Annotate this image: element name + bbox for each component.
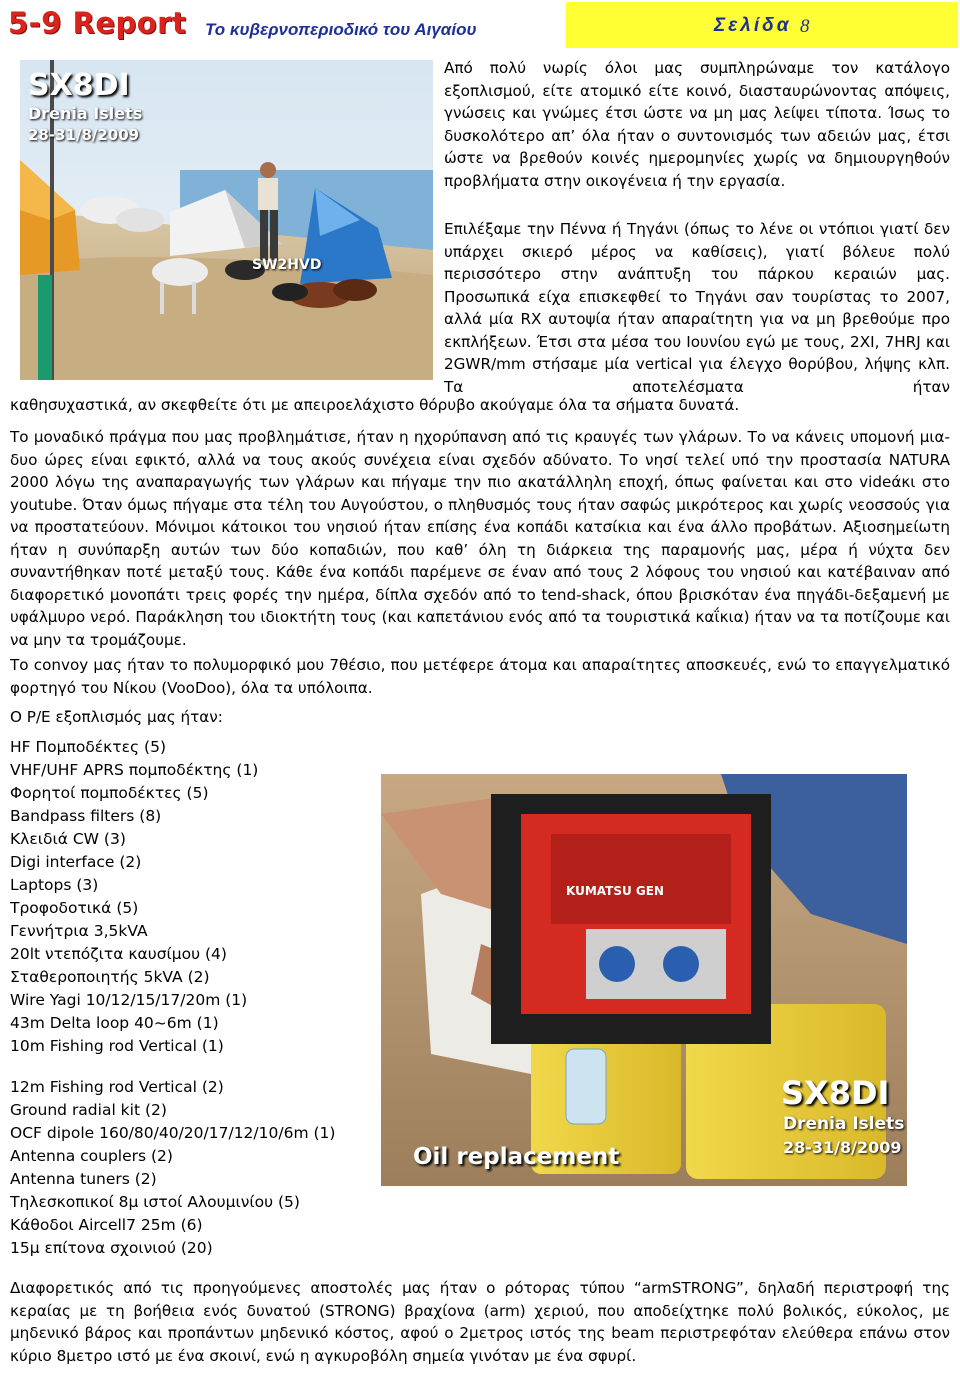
list-item: Bandpass filters (8) [10,807,162,825]
generator-brand-label: KUMATSU GEN [566,884,664,898]
photo1-subtitle: Drenia Islets [28,104,143,123]
paragraph-convoy: Το convoy μας ήταν το πολυμορφικό μου 7θέσιο, που μετέφερε άτομα και απαραίτητες αποσκευές, ενώ το επαγγελματικό φορτηγό του Νίκου (VooDoo), όλα τα υπόλοιπα. [10,656,950,697]
page-label: Σελίδα [714,15,792,36]
list-item: 12m Fishing rod Vertical (2) [10,1078,224,1096]
generator-photo [381,774,907,1186]
list-item: OCF dipole 160/80/40/20/17/12/10/6m (1) [10,1124,336,1142]
magazine-tagline: Το κυβερνοπεριοδικό του Αιγαίου [205,20,477,39]
list-item: Digi interface (2) [10,853,142,871]
list-item: 43m Delta loop 40~6m (1) [10,1014,219,1032]
paragraph-seagulls: Το μοναδικό πράγμα που μας προβλημάτισε, ήταν η ηχορύπανση από τις κραυγές των γλάρων. Το να κάνεις υπομονή μια-δυο ώρες είναι εφικτό, αλλά να τους ακούς συνέχεια είναι σχεδόν αδύνατο. Το νησί τελεί υπό την προστασία NATURA 2000 λόγω της αναπαραγωγής των γλάρων και πήγαμε την πιο ακατάλληλη εποχή, όπως φαίνεται και στο videάκι στο youtube. Όταν όμως πήγαμε στα τέλη του Αυγούστου, ο πληθυσμός τους ήταν σαφώς μικρότερος και χωρίς νεοσσούς για να προστατεύουν. Μόνιμοι κάτοικοι του νησιού ήταν επίσης ένα κοπάδι κατσίκια και ένα άλλο προβάτων. Αξιοσημείωτη ήταν η συνύπαρξη αυτών των δύο κοπαδιών, που καθ’ όλη τη διάρκεια της παραμονής μας, μέρα ή νύχτα δεν συναντήθηκαν ποτέ μεταξύ τους. Κάθε ένα κοπάδι παρέμενε σε έναν από τους 2 λόφους του νησιού και κατέβαιναν από διαφορετικό μονοπάτι τρεις φορές την ημέρα, δίπλα σχεδόν από το tend-shack, όπου βρισκόταν ένα πηγάδι-δεξαμενή με υφάλμυρο νερό. Παράκληση του ιδιοκτήτη τους (και καπετάνιου ενός από τα τουριστικά καΐκια) ήταν να τα ποτίζουμε και να μην τα τρομάζουμε. [10,428,950,649]
photo1-dates: 28-31/8/2009 [28,126,140,144]
photo2-subtitle: Drenia Islets [783,1114,905,1134]
list-item: Φορητοί πομποδέκτες (5) [10,784,209,802]
paragraph-armstrong-rotor: Διαφορετικός από τις προηγούμενες αποστολές μας ήταν ο ρότορας τύπου “armSTRONG”, δηλαδή περιστροφή της κεραίας με τη βοήθεια ενός δυνατού (STRONG) βραχίονα (arm) χεριού, που αποδείχτηκε πολύ βολικός, εύκολος, με μηδενικό βάρος και προπάντων μηδενικό κόστος, αφού ο 2μετρος ιστός της beam περιστρεφόταν ελεύθερα επάνω στον κύριο 8μετρο ιστό με ένα σκοινί, ενώ η αγκυροβόλη σημεία γινόταν με ένα σφυρί. [10,1279,950,1365]
equipment-list-intro: Ο Ρ/Ε εξοπλισμός μας ήταν: [10,708,223,726]
list-item: Laptops (3) [10,876,99,894]
photo2-title: SX8DI [781,1074,890,1112]
list-item: Γεννήτρια 3,5kVA [10,922,148,940]
equipment-list-b [10,1076,380,1260]
paragraph-site-choice-end: καθησυχαστικά, αν σκεφθείτε ότι με απειροελάχιστο θόρυβο ακούγαμε όλα τα σήματα δυνατά. [10,396,740,414]
list-item: Τηλεσκοπικοί 8μ ιστοί Αλουμινίου (5) [10,1193,300,1211]
list-item: HF Πομποδέκτες (5) [10,738,166,756]
paragraph-site-choice: Επιλέξαμε την Πέννα ή Τηγάνι (όπως το λένε οι ντόπιοι γιατί δεν υπάρχει σκιερό μέρος να καθίσεις), γιατί βόλευε πολύ περισσότερο στην ανάπτυξη του πάρκου κεραιών μας. Προσωπικά είχα επισκεφθεί το Τηγάνι σαν τουρίστας το 2007, αλλά μία RX αυτοψία ήταν απαραίτητη για να μη βρεθούμε προ εκπλήξεων. Έτσι στα μέσα του Ιουνίου εγώ με τους, 2XI, 7HRJ και 2GWR/mm στήσαμε μία vertical για έλεγχο θορύβου, λήψης κλπ. Τα αποτελέσματα ήταν [444,220,950,396]
photo2-caption: Oil replacement [413,1144,620,1170]
photo1-title: SX8DI [28,68,130,103]
paragraph-equipment-planning: Από πολύ νωρίς όλοι μας συμπληρώναμε τον κατάλογο εξοπλισμού, είτε ατομικό είτε κοινό, διασταυρώνοντας απόψεις, γνώσεις και γνώμες έτσι ώστε να μη μας λείψει τίποτα. Ίσως το δυσκολότερο απ’ όλα ήταν ο συντονισμός των αδειών μας, έτσι ώστε να βρεθούν κοινές ημερομηνίες χωρίς να δημιουργηθούν προβλήματα στην οικογένεια ή την εργασία. [444,59,950,190]
list-item: Wire Yagi 10/12/15/17/20m (1) [10,991,248,1009]
photo2-dates: 28-31/8/2009 [783,1138,902,1157]
camp-photo [20,60,433,380]
list-item: Σταθεροποιητής 5kVA (2) [10,968,210,986]
magazine-brand: 5-9 Report [8,6,187,40]
list-item: 10m Fishing rod Vertical (1) [10,1037,224,1055]
page-header [0,0,960,50]
list-item: Τροφοδοτικά (5) [10,899,139,917]
page-number: 8 [800,16,810,37]
list-item: Antenna tuners (2) [10,1170,157,1188]
header-left-panel [0,0,566,50]
list-item: 15μ επίτονα σχοινιού (20) [10,1239,213,1257]
equipment-list-a [10,736,370,1058]
list-item: 20lt ντεπόζιτα καυσίμου (4) [10,945,227,963]
photo1-credit: SW2HVD [252,257,322,273]
list-item: Κλειδιά CW (3) [10,830,126,848]
list-item: Κάθοδοι Aircell7 25m (6) [10,1216,203,1234]
list-item: VHF/UHF APRS πομποδέκτης (1) [10,761,259,779]
list-item: Antenna couplers (2) [10,1147,173,1165]
list-item: Ground radial kit (2) [10,1101,167,1119]
